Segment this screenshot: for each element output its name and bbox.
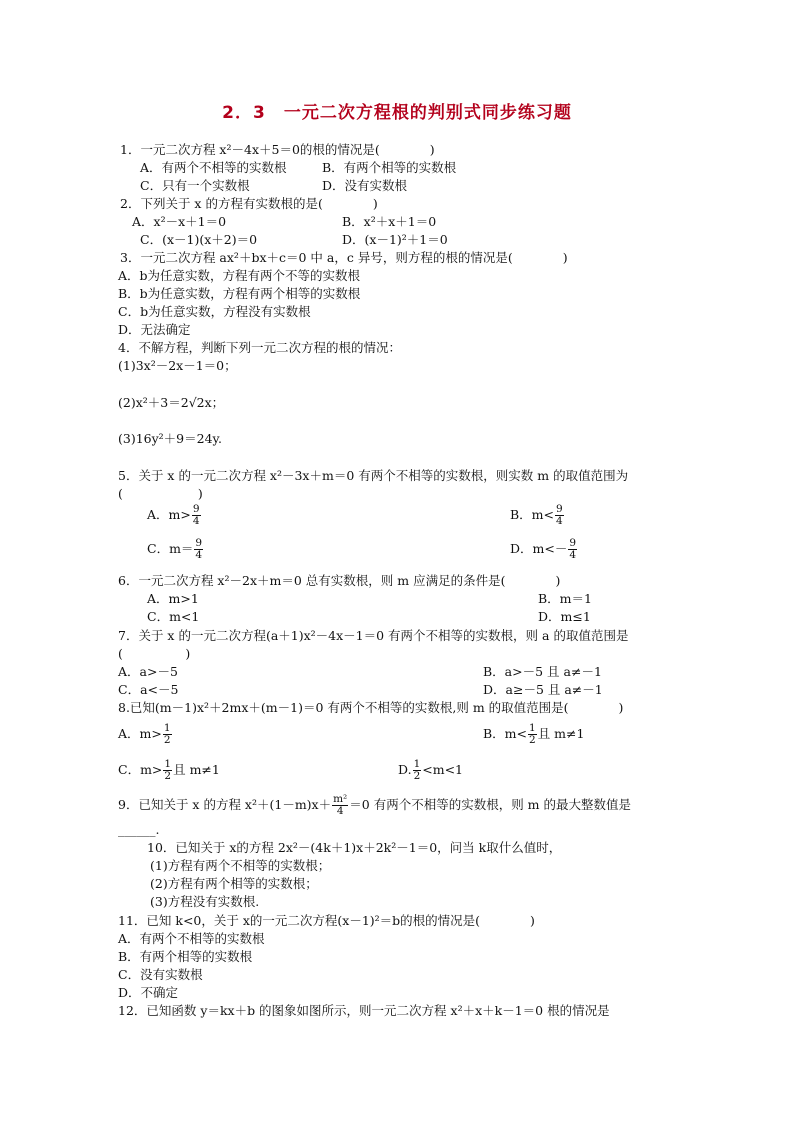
q11-option-b: B．有两个相等的实数根 [118, 949, 253, 964]
fraction [194, 538, 203, 561]
q8-option-c-condition: 且 m≠1 [173, 762, 220, 777]
q6-option-d: D．m≤1 [538, 609, 591, 624]
q4-part-2-rhs: x； [204, 395, 225, 410]
q11-option-c: C．没有实数根 [118, 967, 203, 982]
q5-option-b-text: B．m< [510, 507, 555, 522]
fraction [332, 794, 348, 817]
q6-option-a: A．m>1 [147, 591, 199, 606]
q8-stem: 8.已知(m－1)x²＋2mx＋(m－1)＝0 有两个不相等的实数根,则 m 的取值范围是( ) [118, 700, 624, 715]
fraction-numerator: 9 [556, 503, 563, 515]
fraction-numerator: 1 [413, 758, 421, 770]
q9-stem-part-1: 9．已知关于 x 的方程 x²＋(1－m)x＋ [118, 797, 332, 812]
q3-option-c: C．b为任意实数，方程没有实数根 [118, 304, 311, 319]
q5-option-a-text: A．m> [147, 507, 191, 522]
fraction [192, 504, 201, 527]
q6-option-b: B．m＝1 [538, 591, 592, 606]
q5-paren: ( ) [118, 486, 203, 501]
q8-option-b [483, 723, 584, 746]
q5-option-a [147, 504, 202, 527]
q9-stem [118, 794, 631, 817]
q5-option-d [510, 538, 578, 561]
fraction [413, 759, 422, 782]
q5-stem: 5．关于 x 的一元二次方程 x²－3x＋m＝0 有两个不相等的实数根，则实数 m 的取值范围为 [118, 468, 629, 483]
fraction-numerator: 1 [164, 758, 172, 770]
fraction-numerator: 9 [192, 503, 200, 515]
q6-stem: 6．一元二次方程 x²－2x＋m＝0 总有实数根，则 m 应满足的条件是( ) [118, 573, 561, 588]
fraction-numerator: 1 [163, 722, 171, 734]
fraction-denominator: 4 [336, 805, 344, 817]
q5-option-c [147, 538, 204, 561]
fraction-denominator: 2 [163, 734, 171, 746]
fraction [555, 504, 564, 527]
q8-option-d-condition: <m<1 [422, 762, 464, 777]
page-title: 2．3 一元二次方程根的判别式同步练习题 [222, 103, 572, 123]
q7-option-a: A．a>－5 [118, 664, 178, 679]
q8-option-a [118, 723, 173, 746]
q8-option-b-text: B．m< [483, 726, 528, 741]
fraction-numerator: 9 [195, 537, 203, 549]
q3-stem: 3．一元二次方程 ax²＋bx＋c＝0 中 a，c 异号，则方程的根的情况是( ) [120, 250, 568, 265]
q8-option-c-text: C．m> [118, 762, 163, 777]
fraction-denominator: 4 [195, 549, 203, 561]
q7-option-b: B．a>－5 且 a≠－1 [483, 664, 602, 679]
q5-option-b [510, 504, 565, 527]
q6-option-c: C．m<1 [147, 609, 200, 624]
q5-option-c-text: C．m＝ [147, 541, 194, 556]
q2-option-b: B．x²＋x＋1＝0 [342, 214, 437, 229]
q4-stem: 4．不解方程，判断下列一元二次方程的根的情况： [118, 340, 401, 355]
q4-part-2-root: √2 [188, 395, 205, 410]
q2-stem: 2．下列关于 x 的方程有实数根的是( ) [120, 196, 378, 211]
fraction-denominator: 4 [569, 549, 577, 561]
fraction-denominator: 4 [192, 515, 200, 527]
q4-part-2-lhs: (2)x²＋3＝2 [118, 395, 189, 410]
q12-stem: 12．已知函数 y＝kx＋b 的图象如图所示，则一元二次方程 x²＋x＋k－1＝0 根的情况是 [118, 1003, 610, 1018]
q11-option-d: D．不确定 [118, 985, 179, 1000]
q10-part-1: (1)方程有两个不相等的实数根； [150, 858, 331, 873]
q1-option-d: D．没有实数根 [322, 178, 408, 193]
q3-option-a: A．b为任意实数，方程有两个不等的实数根 [118, 268, 361, 283]
fraction [528, 723, 537, 746]
q4-part-3: (3)16y²＋9＝24y. [118, 431, 222, 446]
q7-option-d: D．a≥－5 且 a≠－1 [483, 682, 603, 697]
q2-option-d: D．(x－1)²＋1＝0 [342, 232, 448, 247]
q8-option-c [118, 759, 220, 782]
fraction-denominator: 2 [529, 734, 536, 746]
q3-option-b: B．b为任意实数，方程有两个相等的实数根 [118, 286, 361, 301]
q10-part-2: (2)方程有两个相等的实数根； [150, 876, 318, 891]
q7-stem: 7．关于 x 的一元二次方程(a＋1)x²－4x－1＝0 有两个不相等的实数根，则 a 的取值范围是 [118, 628, 629, 643]
q3-option-d: D．无法确定 [118, 322, 191, 337]
fraction [568, 538, 577, 561]
q4-part-2 [118, 395, 224, 411]
q11-option-a: A．有两个不相等的实数根 [118, 931, 265, 946]
q7-paren: ( ) [118, 646, 191, 661]
q8-option-d [398, 759, 463, 782]
fraction [163, 723, 172, 746]
q8-option-d-text: D. [398, 762, 412, 777]
q1-stem: 1．一元二次方程 x²－4x＋5＝0的根的情况是( ) [120, 142, 435, 157]
fraction-numerator: 1 [529, 722, 536, 734]
q11-stem: 11．已知 k<0，关于 x的一元二次方程(x－1)²＝b的根的情况是( ) [118, 913, 535, 928]
fraction-denominator: 2 [413, 770, 421, 782]
q9-stem-part-2: ＝0 有两个不相等的实数根，则 m 的最大整数值是 [349, 797, 631, 812]
q7-option-c: C．a<－5 [118, 682, 179, 697]
q10-stem: 10．已知关于 x的方程 2x²－(4k＋1)x＋2k²－1＝0，问当 k取什么值时， [147, 840, 562, 855]
fraction-numerator: 9 [569, 537, 577, 549]
fraction [163, 759, 172, 782]
q9-answer-blank: ______. [118, 822, 160, 837]
q10-part-3: (3)方程没有实数根. [150, 894, 260, 909]
q8-option-a-text: A．m> [118, 726, 162, 741]
fraction-numerator: m² [333, 793, 348, 805]
q1-option-a: A．有两个不相等的实数根 [140, 160, 287, 175]
fraction-denominator: 4 [556, 515, 563, 527]
q2-option-c: C．(x－1)(x＋2)＝0 [140, 232, 258, 247]
q1-option-b: B．有两个相等的实数根 [322, 160, 457, 175]
q8-option-b-condition: 且 m≠1 [537, 726, 585, 741]
q4-part-1: (1)3x²－2x－1＝0； [118, 358, 237, 373]
q2-option-a: A．x²－x＋1＝0 [132, 214, 227, 229]
fraction-denominator: 2 [164, 770, 172, 782]
q1-option-c: C．只有一个实数根 [140, 178, 250, 193]
q5-option-d-text: D．m<－ [510, 541, 568, 556]
